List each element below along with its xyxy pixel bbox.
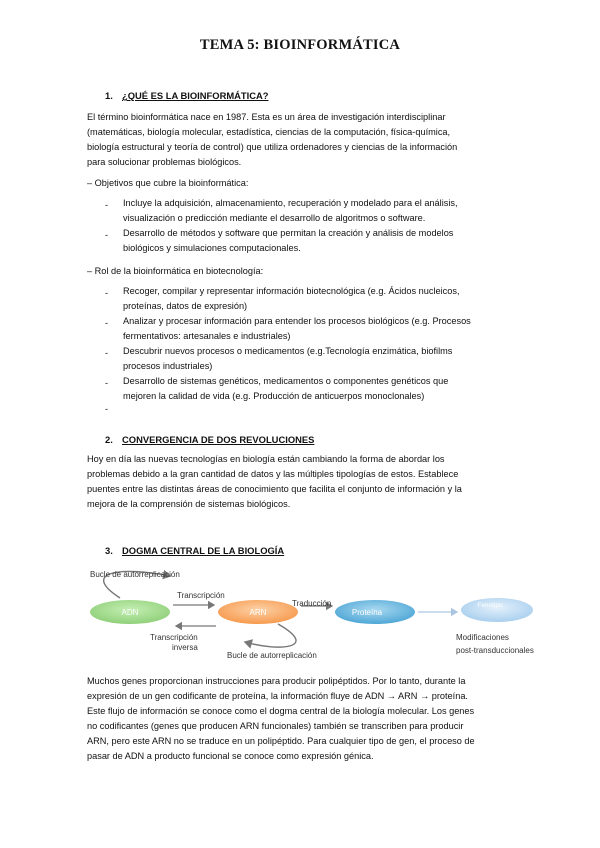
bullet: - [105,404,109,414]
section-3-title: DOGMA CENTRAL DE LA BIOLOGÍA [122,545,285,556]
dna-label: ADN [121,608,139,617]
bullet: - [105,288,109,298]
item-line: Analizar y procesar información para entender los procesos biológicos (e.g. Procesos [123,316,471,326]
section-3-number: 3. [105,545,113,556]
translation-label: Traducción [292,599,332,608]
reverse-label-2: inversa [172,643,198,652]
protein-label: Proteína [351,608,383,617]
item-line: Recoger, compilar y representar información biotecnológica (e.g. Ácidos nucleicos, [123,286,460,296]
section-1-title: ¿QUÉ ES LA BIOINFORMÁTICA? [122,90,269,101]
body-line: pasar de ADN a producto funcional se conoce como expresión génica. [87,751,374,761]
item-line: Descubrir nuevos procesos o medicamentos (e.g.Tecnología enzimática, biofilms [123,346,453,356]
reverse-label-1: Transcripción [150,633,198,642]
body-line: mejora de la comprensión de sistemas biológicos. [87,499,291,509]
body-line: no codificantes (genes que producen ARN funcionales) también se transcriben para producir [87,721,464,731]
item-line: mejoren la calidad de vida (e.g. Producción de anticuerpos monoclonales) [123,391,425,401]
transcription-label: Transcripción [177,591,225,600]
item-line: Incluye la adquisición, almacenamiento, recuperación y modelado para el análisis, [123,198,458,208]
role-label: – Rol de la bioinformática en biotecnología: [87,266,264,276]
body-line: Hoy en día las nuevas tecnologías en biología están cambiando la forma de abordar los [87,454,445,464]
bullet: - [105,200,109,210]
body-line: Este flujo de información se conoce como el dogma central de la biología molecular. Los genes [87,706,475,716]
modifications-label-2: post-transduccionales [456,646,534,655]
item-line: Desarrollo de métodos y software que permitan la creación y análisis de modelos [123,228,454,238]
loop-bottom-label: Bucle de autorreplicación [227,651,317,660]
section-2-title: CONVERGENCIA DE DOS REVOLUCIONES [122,434,315,445]
item-line: biológicos y simulaciones computacionales. [123,243,301,253]
bullet: - [105,378,109,388]
body-line: Muchos genes proporcionan instrucciones para producir polipéptidos. Por lo tanto, durante la [87,676,466,686]
intro-line: (matemáticas, biología molecular, estadística, ciencias de la computación, física-química, [87,127,451,137]
objective-item [123,196,458,226]
central-dogma-diagram [80,562,540,672]
section-2-number: 2. [105,434,113,445]
loop-top-label: Bucle de autorreplicación [90,570,180,579]
role-item [123,374,448,404]
intro-line: biología estructural y teoría de control) que utiliza ordenadores y ciencias de la información [87,142,458,152]
section-1-intro [87,110,527,170]
modifications-label-1: Modificaciones [456,633,509,642]
item-line: fermentativos: artesanales e industriales) [123,331,291,341]
section-2-body [87,452,513,512]
bullet: - [105,230,109,240]
role-item [123,314,471,344]
section-1-number: 1. [105,90,113,101]
intro-line: para solucionar problemas biológicos. [87,157,242,167]
bottom-loop-arrow [245,624,296,647]
body-line: expresión de un gen codificante de proteína, la información fluye de ADN → ARN → proteína. [87,691,468,701]
item-line: proteínas, datos de expresión) [123,301,248,311]
role-item [123,284,460,314]
section-1-heading [105,90,269,101]
section-3-heading [105,545,284,556]
item-line: visualización o predicción mediante el desarrollo de algoritmos o software. [123,213,426,223]
page-title: TEMA 5: BIOINFORMÁTICA [199,37,401,53]
body-line: problemas debido a la gran cantidad de datos y las múltiples tipologías de estos. Establece [87,469,459,479]
intro-line: El término bioinformática nace en 1987. Esta es un área de investigación interdisciplinar [87,112,446,122]
objectives-label: – Objetivos que cubre la bioinformática: [87,178,249,188]
body-line: puentes entre las distintas áreas de conocimiento que facilita el conjunto de información y la [87,484,462,494]
final-label: Fenotipo [477,602,503,609]
item-line: Desarrollo de sistemas genéticos, medicamentos o componentes genéticos que [123,376,449,386]
body-line: ARN, pero este ARN no se traduce en un polipéptido. Para cualquier tipo de gen, el proceso de [87,736,475,746]
rna-label: ARN [249,608,267,617]
item-line: procesos industriales) [123,361,213,371]
objective-item [123,226,453,256]
role-item [123,344,452,374]
bullet: - [105,348,109,358]
section-2-heading [105,434,314,445]
bullet: - [105,318,109,328]
section-3-body [87,674,527,764]
